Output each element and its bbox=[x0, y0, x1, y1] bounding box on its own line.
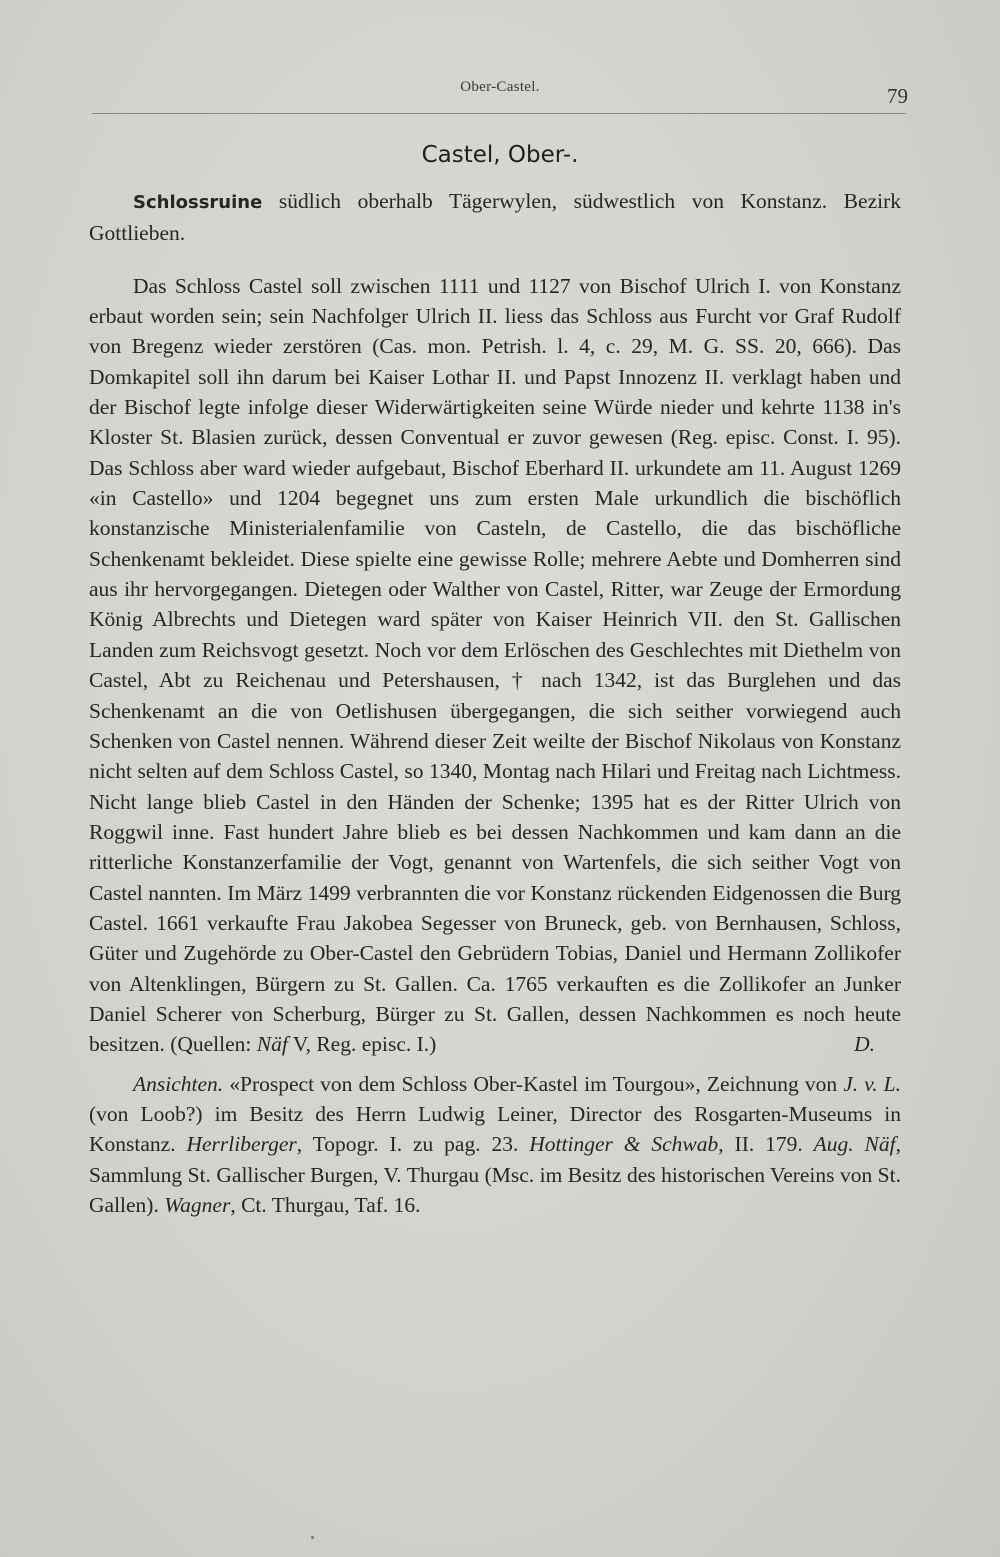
views-text-6: , Ct. Thurgau, Taf. 16. bbox=[230, 1193, 421, 1217]
page-number: 79 bbox=[887, 84, 908, 108]
views-text-1: «Prospect von dem Schloss Ober-Kastel im Tourgou», Zeichnung von bbox=[223, 1071, 844, 1096]
running-header bbox=[90, 76, 910, 106]
paragraph-location bbox=[89, 186, 901, 249]
views-initials: J. v. L. bbox=[843, 1071, 901, 1096]
paragraph-history bbox=[89, 271, 901, 1060]
paragraph-history-text: Das Schloss Castel soll zwischen 1111 und 1127 von Bischof Ulrich I. von Konstanz erbaut worden sein; sein Nachfolger Ulrich II. liess das Schloss aus Furcht vor Graf Rudolf von Bregenz wieder zerstören (Cas. mon. Petrish. l. 4, c. 29, M. G. SS. 20, 666). Das Domkapitel soll ihn darum bei Kaiser Lothar II. und Papst Innozenz II. verklagt haben und der Bischof legte infolge dieser Widerwärtigkeiten seine Würde nieder und kehrte 1138 in's Kloster St. Blasien zurück, dessen Conventual er zuvor gewesen (Reg. episc. Const. I. 95). Das Schloss aber ward wieder aufgebaut, Bischof Eberhard II. urkundete am 11. August 1269 «in Castello» und 1204 begegnet uns zum ersten Male urkundlich die bischöflich konstanzische Ministerialenfamilie von Casteln, de Castello, die das bischöfliche Schenkenamt bekleidet. Diese spielte eine gewisse Rolle; mehrere Aebte und Domherren sind aus ihr hervorgegangen. Dietegen oder Walther von Castel, Ritter, war Zeuge der Ermordung König Albrechts und Dietegen ward später von Kaiser Heinrich VII. den St. Gallischen Landen zum Reichsvogt gesetzt. Noch vor dem Erlöschen des Geschlechtes mit Diethelm von Castel, Abt zu Reichenau und Petershausen, † nach 1342, ist das Burglehen und das Schenkenamt an die von Oetlishusen übergegangen, die sich seither vorwiegend auch Schenken von Castel nennen. Während dieser Zeit weilte der Bischof Nikolaus von Konstanz nicht selten auf dem Schloss Castel, so 1340, Montag nach Hilari und Freitag nach Lichtmess. Nicht lange blieb Castel in den Händen der Schenke; 1395 hat es der Ritter Ulrich von Roggwil inne. Fast hundert Jahre blieb es bei dessen Nachkommen und kam dann an die ritterliche Konstanzerfamilie der Vogt, genannt von Wartenfels, die sich seither Vogt von Castel nannten. Im März 1499 verbrannten die vor Konstanz rückenden Eidgenossen die Burg Castel. 1661 verkaufte Frau Jakobea Segesser von Bruneck, geb. von Bernhausen, Schloss, Güter und Zugehörde zu Ober-Castel den Gebrüdern Tobias, Daniel und Hermann Zollikofer von Altenklingen, Bürgern zu St. Gallen. Ca. 1765 verkauften es die Zollikofer an Junker Daniel Scherer von Scherburg, Bürger zu St. Gallen, dessen Nachkommen es noch heute besitzen. (Quellen: bbox=[89, 273, 901, 1057]
paper-speck bbox=[311, 1536, 314, 1539]
source-naf: Näf bbox=[256, 1032, 288, 1057]
views-label: Ansichten. bbox=[133, 1071, 224, 1096]
views-text-5: , Sammlung St. Gallischer Burgen, V. Thurgau (Msc. im Besitz des historischen Vereins von St. Gallen). bbox=[89, 1132, 902, 1217]
views-hottinger: Hottinger & Schwab bbox=[529, 1132, 719, 1157]
views-text-3: , Topogr. I. zu pag. 23. bbox=[296, 1132, 530, 1157]
section-heading: Castel, Ober-. bbox=[421, 142, 579, 168]
paragraph-history-end: V, Reg. episc. I.) bbox=[287, 1032, 437, 1057]
header-rule bbox=[92, 113, 906, 114]
views-text-4: , II. 179. bbox=[718, 1132, 814, 1157]
views-herrliberger: Herrliberger bbox=[186, 1132, 297, 1157]
paragraph-views bbox=[89, 1069, 901, 1221]
views-wagner: Wagner bbox=[164, 1193, 231, 1217]
lead-word: Schlossruine bbox=[133, 192, 263, 213]
running-title: Ober-Castel. bbox=[460, 79, 540, 95]
views-aug-naf: Aug. Näf bbox=[813, 1132, 896, 1157]
author-signature: D. bbox=[854, 1032, 875, 1057]
body-text bbox=[89, 186, 901, 1220]
views-text-2: (von Loob?) im Besitz des Herrn Ludwig Leiner, Director des Rosgarten-Museums in Konstanz. bbox=[89, 1101, 901, 1157]
paragraph-location-text: südlich oberhalb Tägerwylen, südwestlich von Konstanz. Bezirk Gottlieben. bbox=[89, 189, 901, 246]
